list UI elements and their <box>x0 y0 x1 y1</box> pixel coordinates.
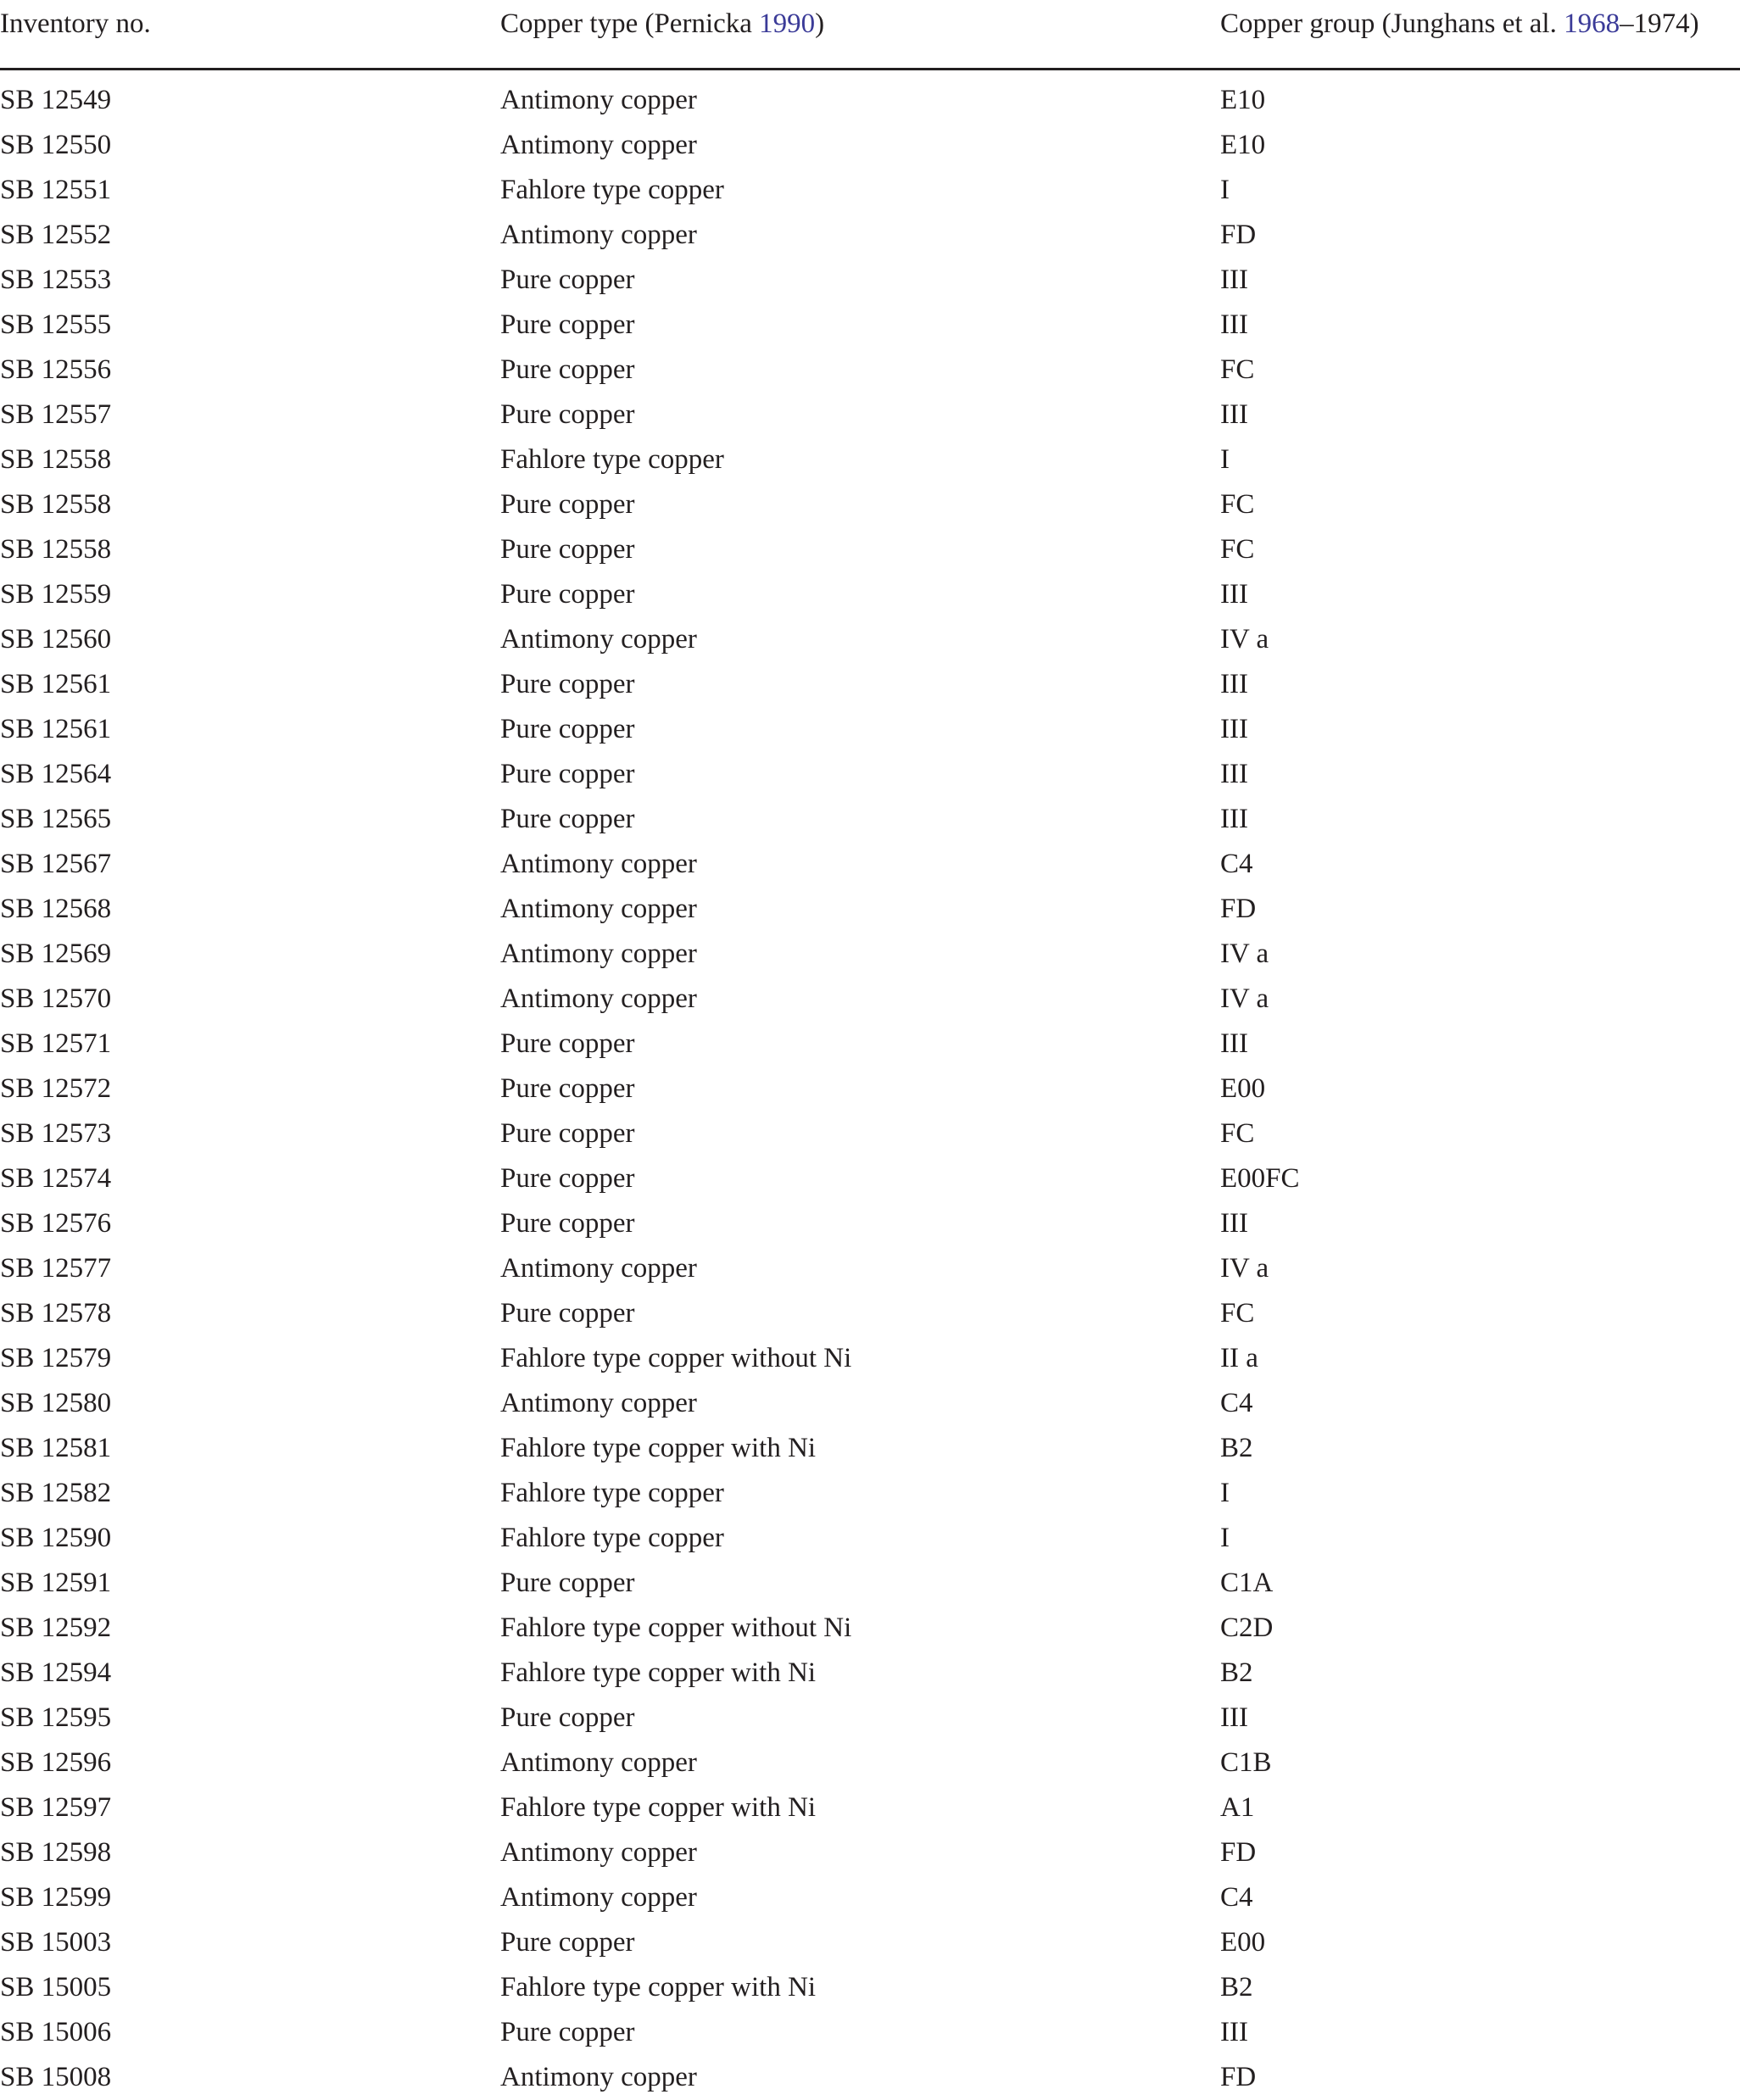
cell-copper-group: III <box>1220 1208 1248 1239</box>
table-row <box>0 168 1740 213</box>
cell-copper-type: Antimony copper <box>500 983 697 1014</box>
table-row <box>0 1201 1740 1246</box>
table-row <box>0 213 1740 258</box>
cell-copper-group: FC <box>1220 489 1255 520</box>
table-row <box>0 572 1740 617</box>
cell-copper-group: III <box>1220 714 1248 744</box>
cell-copper-type: Antimony copper <box>500 894 697 924</box>
table-row <box>0 1561 1740 1606</box>
cell-copper-type: Pure copper <box>500 534 635 565</box>
table-row <box>0 1651 1740 1696</box>
table-row <box>0 393 1740 437</box>
cell-inventory-no: SB 12581 <box>0 1433 112 1463</box>
table-row <box>0 842 1740 887</box>
header-divider <box>0 68 1740 70</box>
table-row <box>0 1067 1740 1111</box>
cell-copper-type: Pure copper <box>500 354 635 385</box>
cell-inventory-no: SB 12560 <box>0 624 112 655</box>
cell-copper-type: Pure copper <box>500 489 635 520</box>
cell-inventory-no: SB 15003 <box>0 1927 112 1958</box>
cell-copper-type: Fahlore type copper <box>500 1478 724 1508</box>
cell-copper-type: Antimony copper <box>500 220 697 250</box>
header-inventory-no: Inventory no. <box>0 8 151 39</box>
table-row <box>0 1606 1740 1651</box>
cell-inventory-no: SB 12565 <box>0 804 112 834</box>
cell-copper-type: Fahlore type copper without Ni <box>500 1343 852 1373</box>
header-copper-group-text: Copper group (Junghans et al. <box>1220 8 1564 39</box>
cell-inventory-no: SB 12573 <box>0 1118 112 1149</box>
cell-inventory-no: SB 15005 <box>0 1972 112 2003</box>
cell-copper-type: Fahlore type copper with Ni <box>500 1657 817 1688</box>
cell-inventory-no: SB 12592 <box>0 1613 112 1643</box>
cell-copper-type: Pure copper <box>500 1568 635 1598</box>
table-row <box>0 1875 1740 1920</box>
table-row <box>0 1516 1740 1561</box>
cell-copper-group: B2 <box>1220 1972 1253 2003</box>
cell-copper-type: Antimony copper <box>500 1388 697 1418</box>
cell-copper-type: Fahlore type copper <box>500 444 724 475</box>
table-row <box>0 78 1740 123</box>
cell-inventory-no: SB 12551 <box>0 175 112 205</box>
citation-link-junghans-1968[interactable]: 1968 <box>1564 8 1620 39</box>
table-row <box>0 1471 1740 1516</box>
cell-copper-type: Pure copper <box>500 759 635 789</box>
cell-inventory-no: SB 12561 <box>0 714 112 744</box>
cell-inventory-no: SB 12576 <box>0 1208 112 1239</box>
cell-inventory-no: SB 12591 <box>0 1568 112 1598</box>
table-row <box>0 707 1740 752</box>
cell-copper-group: III <box>1220 579 1248 610</box>
table-row <box>0 527 1740 572</box>
cell-inventory-no: SB 12558 <box>0 534 112 565</box>
cell-copper-group: FD <box>1220 1837 1257 1868</box>
cell-copper-group: III <box>1220 2017 1248 2047</box>
table-row <box>0 303 1740 348</box>
table-row <box>0 258 1740 303</box>
cell-inventory-no: SB 12557 <box>0 399 112 430</box>
cell-copper-group: C4 <box>1220 849 1253 879</box>
table-row <box>0 1291 1740 1336</box>
cell-copper-group: IV a <box>1220 939 1269 969</box>
cell-inventory-no: SB 12599 <box>0 1882 112 1913</box>
cell-inventory-no: SB 12577 <box>0 1253 112 1284</box>
cell-copper-type: Pure copper <box>500 804 635 834</box>
cell-copper-type: Pure copper <box>500 1163 635 1194</box>
cell-inventory-no: SB 12582 <box>0 1478 112 1508</box>
cell-copper-group: I <box>1220 444 1230 475</box>
cell-inventory-no: SB 15008 <box>0 2062 112 2092</box>
cell-inventory-no: SB 12594 <box>0 1657 112 1688</box>
table-row <box>0 977 1740 1022</box>
table-row <box>0 348 1740 393</box>
cell-copper-group: C1A <box>1220 1568 1274 1598</box>
cell-copper-group: C4 <box>1220 1388 1253 1418</box>
cell-inventory-no: SB 12550 <box>0 130 112 160</box>
cell-inventory-no: SB 15006 <box>0 2017 112 2047</box>
cell-inventory-no: SB 12558 <box>0 444 112 475</box>
cell-copper-group: III <box>1220 804 1248 834</box>
cell-copper-group: FD <box>1220 894 1257 924</box>
cell-copper-type: Antimony copper <box>500 1253 697 1284</box>
cell-copper-group: IV a <box>1220 983 1269 1014</box>
table-row <box>0 1696 1740 1741</box>
table-row <box>0 1830 1740 1875</box>
cell-copper-group: IV a <box>1220 1253 1269 1284</box>
cell-copper-type: Fahlore type copper with Ni <box>500 1433 817 1463</box>
table-row <box>0 437 1740 482</box>
cell-copper-type: Pure copper <box>500 1208 635 1239</box>
cell-copper-group: FD <box>1220 220 1257 250</box>
cell-inventory-no: SB 12570 <box>0 983 112 1014</box>
table-header <box>0 0 1740 47</box>
cell-copper-type: Pure copper <box>500 1028 635 1059</box>
cell-copper-type: Pure copper <box>500 1298 635 1329</box>
cell-copper-group: C4 <box>1220 1882 1253 1913</box>
cell-inventory-no: SB 12564 <box>0 759 112 789</box>
cell-inventory-no: SB 12568 <box>0 894 112 924</box>
cell-inventory-no: SB 12580 <box>0 1388 112 1418</box>
table-row <box>0 1246 1740 1291</box>
cell-copper-group: E10 <box>1220 130 1266 160</box>
cell-copper-group: IV a <box>1220 624 1269 655</box>
cell-copper-group: III <box>1220 309 1248 340</box>
table-row <box>0 1381 1740 1426</box>
cell-inventory-no: SB 12578 <box>0 1298 112 1329</box>
cell-copper-group: III <box>1220 399 1248 430</box>
cell-copper-type: Antimony copper <box>500 85 697 115</box>
header-copper-type-text: Copper type (Pernicka <box>500 8 760 39</box>
cell-inventory-no: SB 12561 <box>0 669 112 699</box>
table-row <box>0 482 1740 527</box>
table-row <box>0 662 1740 707</box>
cell-copper-type: Pure copper <box>500 1927 635 1958</box>
cell-copper-group: E00 <box>1220 1073 1266 1104</box>
cell-inventory-no: SB 12574 <box>0 1163 112 1194</box>
cell-copper-type: Pure copper <box>500 2017 635 2047</box>
cell-copper-type: Fahlore type copper <box>500 1523 724 1553</box>
cell-copper-type: Antimony copper <box>500 624 697 655</box>
header-copper-group-suffix: –1974) <box>1620 8 1699 39</box>
cell-copper-group: I <box>1220 175 1230 205</box>
cell-copper-group: FC <box>1220 1118 1255 1149</box>
cell-copper-type: Fahlore type copper without Ni <box>500 1613 852 1643</box>
table-row <box>0 123 1740 168</box>
cell-copper-group: III <box>1220 1028 1248 1059</box>
cell-copper-group: B2 <box>1220 1433 1253 1463</box>
cell-copper-group: FC <box>1220 354 1255 385</box>
cell-copper-group: FD <box>1220 2062 1257 2092</box>
cell-copper-type: Pure copper <box>500 309 635 340</box>
citation-link-pernicka-1990[interactable]: 1990 <box>759 8 816 39</box>
table-row <box>0 1785 1740 1830</box>
cell-inventory-no: SB 12590 <box>0 1523 112 1553</box>
cell-copper-type: Pure copper <box>500 265 635 295</box>
cell-inventory-no: SB 12559 <box>0 579 112 610</box>
table-row <box>0 932 1740 977</box>
cell-copper-group: E00FC <box>1220 1163 1300 1194</box>
table-row <box>0 617 1740 662</box>
cell-inventory-no: SB 12572 <box>0 1073 112 1104</box>
cell-inventory-no: SB 12597 <box>0 1792 112 1823</box>
cell-copper-type: Antimony copper <box>500 849 697 879</box>
cell-copper-group: FC <box>1220 534 1255 565</box>
table-row <box>0 2055 1740 2100</box>
table-row <box>0 1741 1740 1785</box>
cell-copper-type: Pure copper <box>500 714 635 744</box>
cell-copper-type: Antimony copper <box>500 130 697 160</box>
table-row <box>0 1336 1740 1381</box>
header-copper-group <box>1220 0 1699 47</box>
cell-copper-group: I <box>1220 1478 1230 1508</box>
cell-copper-group: E10 <box>1220 85 1266 115</box>
cell-copper-type: Pure copper <box>500 1073 635 1104</box>
cell-copper-type: Antimony copper <box>500 1882 697 1913</box>
cell-copper-group: A1 <box>1220 1792 1255 1823</box>
table-row <box>0 1426 1740 1471</box>
table-row <box>0 1965 1740 2010</box>
cell-copper-group: III <box>1220 1702 1248 1733</box>
cell-inventory-no: SB 12596 <box>0 1747 112 1778</box>
cell-copper-group: III <box>1220 669 1248 699</box>
cell-copper-type: Pure copper <box>500 669 635 699</box>
cell-copper-type: Pure copper <box>500 1118 635 1149</box>
cell-inventory-no: SB 12598 <box>0 1837 112 1868</box>
cell-copper-group: E00 <box>1220 1927 1266 1958</box>
cell-inventory-no: SB 12579 <box>0 1343 112 1373</box>
cell-copper-group: C2D <box>1220 1613 1274 1643</box>
cell-inventory-no: SB 12549 <box>0 85 112 115</box>
cell-copper-type: Fahlore type copper with Ni <box>500 1972 817 2003</box>
cell-inventory-no: SB 12567 <box>0 849 112 879</box>
table-row <box>0 1156 1740 1201</box>
table-body <box>0 78 1740 2100</box>
cell-copper-group: I <box>1220 1523 1230 1553</box>
cell-inventory-no: SB 12552 <box>0 220 112 250</box>
table-row <box>0 797 1740 842</box>
cell-copper-group: III <box>1220 265 1248 295</box>
table-row <box>0 1111 1740 1156</box>
cell-copper-type: Pure copper <box>500 1702 635 1733</box>
cell-copper-type: Antimony copper <box>500 939 697 969</box>
header-copper-type <box>500 0 824 47</box>
cell-copper-type: Antimony copper <box>500 2062 697 2092</box>
cell-inventory-no: SB 12555 <box>0 309 112 340</box>
cell-inventory-no: SB 12556 <box>0 354 112 385</box>
table-row <box>0 2010 1740 2055</box>
cell-copper-group: FC <box>1220 1298 1255 1329</box>
cell-copper-type: Fahlore type copper with Ni <box>500 1792 817 1823</box>
table-row <box>0 752 1740 797</box>
table-row <box>0 1022 1740 1067</box>
cell-copper-type: Pure copper <box>500 399 635 430</box>
cell-copper-group: II a <box>1220 1343 1258 1373</box>
header-copper-type-suffix: ) <box>815 8 825 39</box>
cell-inventory-no: SB 12553 <box>0 265 112 295</box>
cell-inventory-no: SB 12571 <box>0 1028 112 1059</box>
cell-copper-group: C1B <box>1220 1747 1272 1778</box>
cell-copper-group: B2 <box>1220 1657 1253 1688</box>
cell-inventory-no: SB 12569 <box>0 939 112 969</box>
cell-inventory-no: SB 12595 <box>0 1702 112 1733</box>
table-row <box>0 1920 1740 1965</box>
cell-copper-type: Fahlore type copper <box>500 175 724 205</box>
cell-copper-type: Antimony copper <box>500 1837 697 1868</box>
cell-copper-type: Pure copper <box>500 579 635 610</box>
cell-inventory-no: SB 12558 <box>0 489 112 520</box>
cell-copper-group: III <box>1220 759 1248 789</box>
table-row <box>0 887 1740 932</box>
cell-copper-type: Antimony copper <box>500 1747 697 1778</box>
